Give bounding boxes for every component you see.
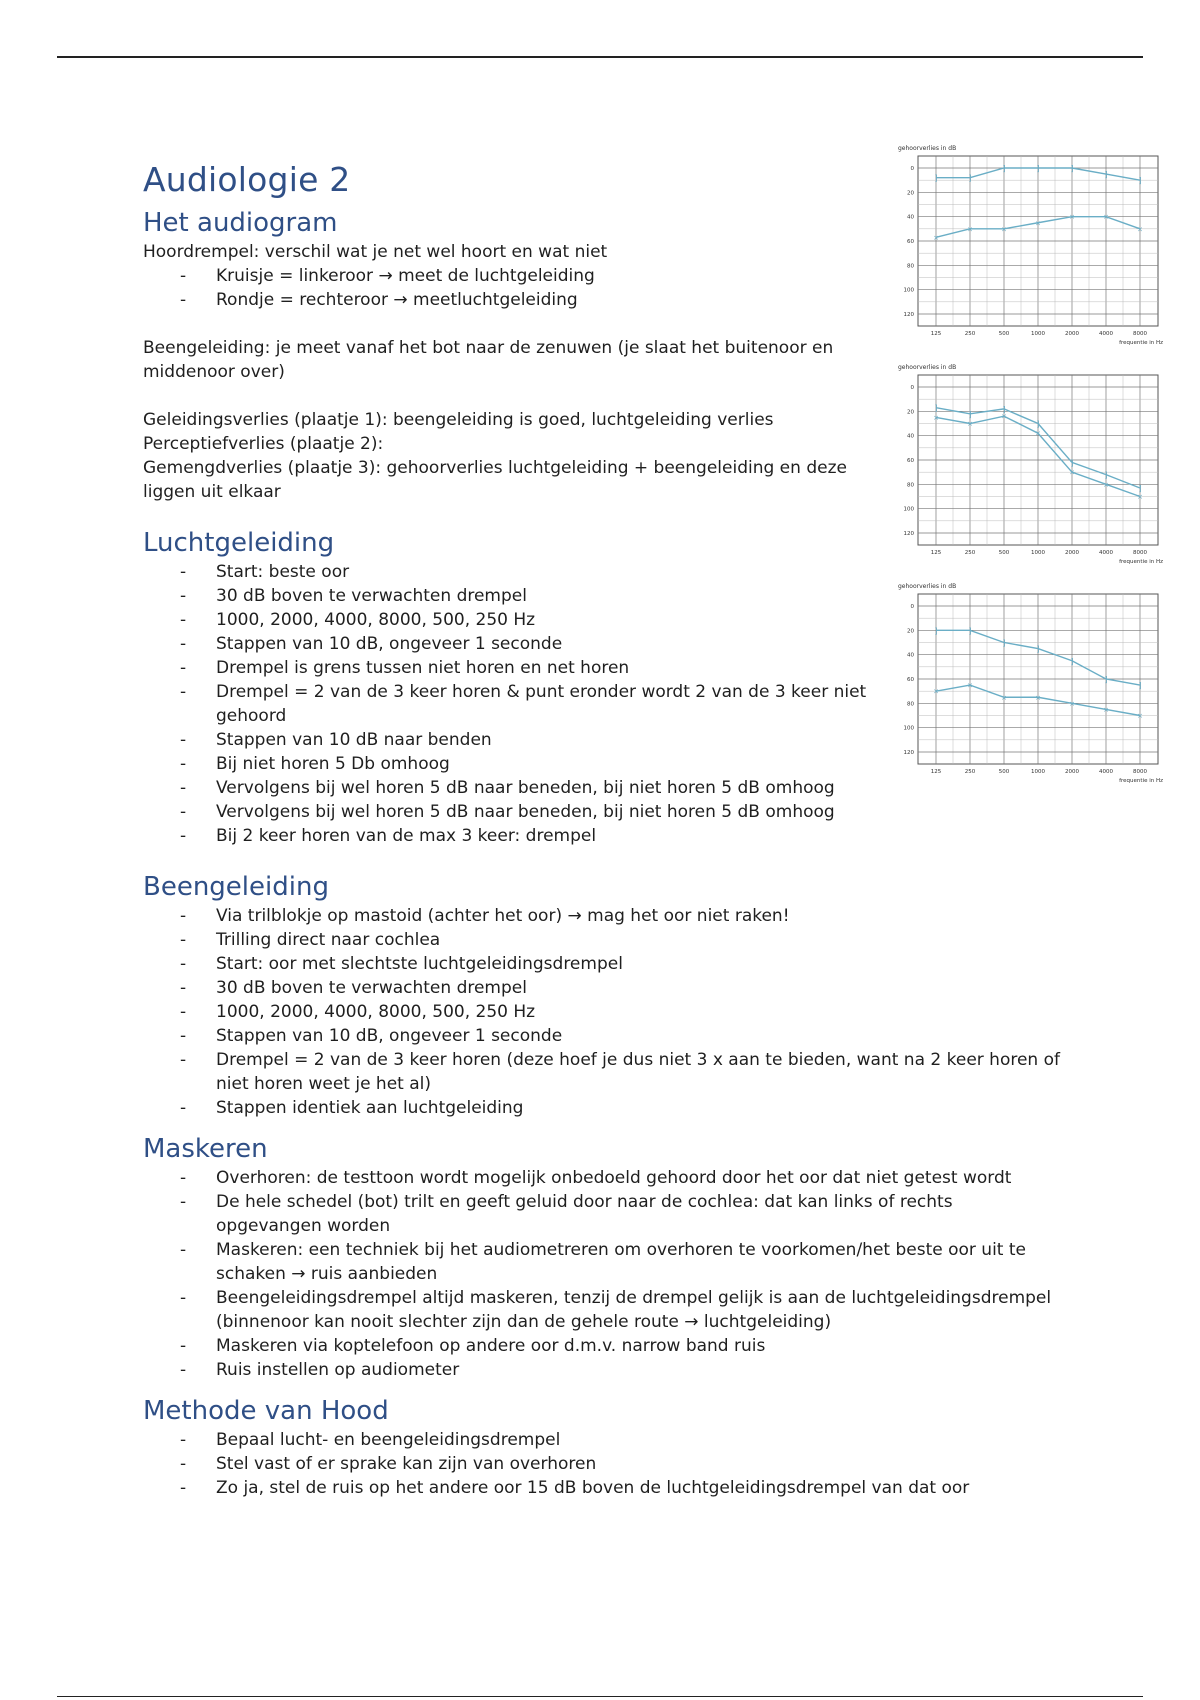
chart-y-tick-label: 120 xyxy=(903,750,914,756)
chart-point-marker: × xyxy=(1001,225,1007,234)
chart-x-tick-label: 4000 xyxy=(1099,769,1113,775)
heading-luchtgeleiding: Luchtgeleiding xyxy=(143,528,335,558)
verlies-line-3: Gemengdverlies (plaatje 3): gehoorverlies luchtgeleiding + beengeleiding en deze liggen uit elkaar xyxy=(143,458,847,502)
chart-ylabel: gehoorverlies in dB xyxy=(898,364,957,371)
heading-beengeleiding: Beengeleiding xyxy=(143,872,329,902)
heading-methode-van-hood: Methode van Hood xyxy=(143,1396,389,1426)
chart-point-marker: ] xyxy=(1070,164,1074,173)
chart-y-tick-label: 60 xyxy=(907,677,914,683)
list-item: - Ruis instellen op audiometer xyxy=(180,1360,460,1380)
chart-y-tick-label: 80 xyxy=(907,482,914,489)
beengeleiding-list xyxy=(143,904,1063,1120)
chart-point-marker: ] xyxy=(1104,170,1108,180)
chart-point-marker: ] xyxy=(934,403,938,413)
chart-xlabel: frequentie in Hz xyxy=(1119,340,1163,346)
list-item: - Start: oor met slechtste luchtgeleidingsdrempel xyxy=(180,954,623,974)
chart-point-marker: ] xyxy=(1002,638,1006,648)
list-item: - Stappen van 10 dB, ongeveer 1 seconde xyxy=(180,634,563,654)
chart-y-tick-label: 20 xyxy=(907,409,914,416)
chart-y-tick-label: 80 xyxy=(907,701,914,708)
chart-point-marker: ] xyxy=(1138,176,1142,186)
chart-point-marker: × xyxy=(1035,219,1041,228)
chart-x-tick-label: 2000 xyxy=(1065,769,1079,775)
list-item: - Bepaal lucht- en beengeleidingsdrempel xyxy=(180,1430,561,1450)
audiogram-charts xyxy=(898,140,1163,797)
audiogram-list xyxy=(143,264,878,312)
chart-xlabel: frequentie in Hz xyxy=(1119,778,1163,784)
chart-y-tick-label: 20 xyxy=(907,628,914,635)
chart-point-marker: ] xyxy=(1104,675,1108,684)
chart-point-marker: × xyxy=(967,681,973,690)
list-item: - 30 dB boven te verwachten drempel xyxy=(180,586,527,606)
chart-y-tick-label: 120 xyxy=(903,312,914,318)
chart-point-marker: × xyxy=(1035,429,1041,438)
chart-x-tick-label: 8000 xyxy=(1133,331,1147,337)
list-item: - 1000, 2000, 4000, 8000, 500, 250 Hz xyxy=(180,610,536,630)
chart-x-tick-label: 250 xyxy=(964,769,976,775)
chart-point-marker: × xyxy=(1103,213,1109,222)
chart-point-marker: × xyxy=(1103,705,1109,714)
audiogram-chart-2 xyxy=(898,359,1163,574)
chart-y-tick-label: 40 xyxy=(907,652,914,659)
luchtgeleiding-list xyxy=(143,560,878,848)
list-item: - Rondje = rechteroor → meetluchtgeleiding xyxy=(180,290,578,310)
chart-point-marker: ] xyxy=(934,626,938,636)
chart-point-marker: ] xyxy=(1070,656,1074,666)
chart-x-tick-label: 2000 xyxy=(1065,550,1079,556)
chart-y-tick-label: 80 xyxy=(907,263,914,270)
verlies-line-1: Geleidingsverlies (plaatje 1): beengeleiding is goed, luchtgeleiding verlies xyxy=(143,410,774,430)
beengeleiding-paragraph: Beengeleiding: je meet vanaf het bot naar de zenuwen (je slaat het buitenoor en middenoor over) xyxy=(143,338,834,382)
chart-x-tick-label: 8000 xyxy=(1133,550,1147,556)
chart-y-tick-label: 100 xyxy=(903,287,914,294)
chart-y-tick-label: 120 xyxy=(903,531,914,537)
chart-y-tick-label: 60 xyxy=(907,239,914,245)
chart-y-tick-label: 100 xyxy=(903,506,914,513)
heading-maskeren: Maskeren xyxy=(143,1134,268,1164)
verlies-line-2: Perceptiefverlies (plaatje 2): xyxy=(143,434,384,454)
chart-point-marker: ] xyxy=(968,409,972,419)
list-item: - Bij niet horen 5 Db omhoog xyxy=(180,754,450,774)
chart-x-tick-label: 250 xyxy=(964,550,976,556)
chart-point-marker: ] xyxy=(1036,419,1040,429)
list-item: - Stappen identiek aan luchtgeleiding xyxy=(180,1098,524,1118)
list-item: - Maskeren: een techniek bij het audiometreren om overhoren te voorkomen/het beste oor uit te schaken → ruis aanbieden xyxy=(180,1240,1026,1284)
list-item: - Stel vast of er sprake kan zijn van overhoren xyxy=(180,1454,597,1474)
audiogram-chart-1 xyxy=(898,140,1163,355)
chart-x-tick-label: 1000 xyxy=(1031,550,1045,556)
chart-x-tick-label: 500 xyxy=(998,331,1010,337)
list-item: - Kruisje = linkeroor → meet de luchtgeleiding xyxy=(180,266,595,286)
bottom-rule xyxy=(57,1696,1143,1697)
chart-point-marker: × xyxy=(967,420,973,428)
list-item: - Drempel = 2 van de 3 keer horen & punt eronder wordt 2 van de 3 keer niet gehoord xyxy=(180,682,867,726)
chart-xlabel: frequentie in Hz xyxy=(1119,559,1163,565)
page-title: Audiologie 2 xyxy=(143,160,351,199)
chart-y-tick-label: 0 xyxy=(910,385,914,391)
chart-point-marker: ] xyxy=(1070,458,1074,468)
list-item: - Via trilblokje op mastoid (achter het oor) → mag het oor niet raken! xyxy=(180,906,790,926)
list-item: - Bij 2 keer horen van de max 3 keer: drempel xyxy=(180,826,597,846)
chart-y-tick-label: 40 xyxy=(907,214,914,221)
list-item: - Beengeleidingsdrempel altijd maskeren, tenzij de drempel gelijk is aan de luchtgeleidingsdrempel (binnenoor kan nooit slechter zijn dan de gehele route → luchtgeleiding) xyxy=(180,1288,1052,1332)
list-item: - Stappen van 10 dB, ongeveer 1 seconde xyxy=(180,1026,563,1046)
chart-point-marker: ] xyxy=(1138,681,1142,691)
list-item: - Vervolgens bij wel horen 5 dB naar beneden, bij niet horen 5 dB omhoog xyxy=(180,778,835,798)
chart-point-marker: × xyxy=(1137,493,1143,501)
list-item: - 1000, 2000, 4000, 8000, 500, 250 Hz xyxy=(180,1002,536,1022)
list-item: - 30 dB boven te verwachten drempel xyxy=(180,978,527,998)
audiogram-chart-3 xyxy=(898,578,1163,793)
chart-y-tick-label: 100 xyxy=(903,725,914,732)
chart-point-marker: ] xyxy=(968,173,972,183)
chart-point-marker: × xyxy=(933,687,939,696)
list-item: - Maskeren via koptelefoon op andere oor d.m.v. narrow band ruis xyxy=(180,1336,766,1356)
chart-x-tick-label: 125 xyxy=(930,769,942,775)
chart-x-tick-label: 4000 xyxy=(1099,550,1113,556)
chart-ylabel: gehoorverlies in dB xyxy=(898,583,957,590)
audiogram-intro: Hoordrempel: verschil wat je net wel hoort en wat niet xyxy=(143,242,608,262)
list-item: - Start: beste oor xyxy=(180,562,350,582)
chart-y-tick-label: 60 xyxy=(907,458,914,464)
chart-x-tick-label: 500 xyxy=(998,550,1010,556)
chart-point-marker: ] xyxy=(968,626,972,636)
chart-point-marker: ] xyxy=(1036,644,1040,654)
chart-point-marker: × xyxy=(1137,225,1143,234)
chart-point-marker: × xyxy=(967,225,973,234)
list-item: - Trilling direct naar cochlea xyxy=(180,930,441,950)
chart-x-tick-label: 500 xyxy=(998,769,1010,775)
chart-point-marker: × xyxy=(933,413,939,422)
chart-y-tick-label: 20 xyxy=(907,190,914,197)
chart-point-marker: × xyxy=(1069,699,1075,708)
list-item: - De hele schedel (bot) trilt en geeft geluid door naar de cochlea: dat kan links of rechts opgevangen worden xyxy=(180,1192,953,1236)
chart-x-tick-label: 125 xyxy=(930,331,942,337)
chart-point-marker: × xyxy=(1137,712,1143,720)
list-item: - Overhoren: de testtoon wordt mogelijk onbedoeld gehoord door het oor dat niet getest wordt xyxy=(180,1168,1012,1188)
chart-point-marker: × xyxy=(933,233,939,242)
chart-point-marker: × xyxy=(1069,213,1075,222)
chart-point-marker: ] xyxy=(1138,483,1142,493)
chart-point-marker: × xyxy=(1001,693,1007,702)
chart-x-tick-label: 1000 xyxy=(1031,769,1045,775)
chart-point-marker: ] xyxy=(1002,164,1006,173)
list-item: - Stappen van 10 dB naar benden xyxy=(180,730,492,750)
chart-x-tick-label: 4000 xyxy=(1099,331,1113,337)
hood-list xyxy=(143,1428,1063,1500)
heading-audiogram: Het audiogram xyxy=(143,208,338,238)
chart-x-tick-label: 2000 xyxy=(1065,331,1079,337)
list-item: - Vervolgens bij wel horen 5 dB naar beneden, bij niet horen 5 dB omhoog xyxy=(180,802,835,822)
chart-y-tick-label: 0 xyxy=(910,604,914,610)
list-item: - Drempel = 2 van de 3 keer horen (deze hoef je dus niet 3 x aan te bieden, want na 2 keer horen of niet horen weet je het al) xyxy=(180,1050,1060,1094)
top-rule xyxy=(57,56,1143,58)
chart-point-marker: × xyxy=(1001,412,1007,421)
list-item: - Drempel is grens tussen niet horen en net horen xyxy=(180,658,630,678)
chart-x-tick-label: 250 xyxy=(964,331,976,337)
chart-point-marker: ] xyxy=(1002,404,1006,414)
chart-x-tick-label: 8000 xyxy=(1133,769,1147,775)
chart-point-marker: ] xyxy=(934,173,938,183)
chart-y-tick-label: 0 xyxy=(910,166,914,172)
chart-point-marker: × xyxy=(1069,468,1075,477)
chart-x-tick-label: 125 xyxy=(930,550,942,556)
chart-y-tick-label: 40 xyxy=(907,433,914,440)
maskeren-list xyxy=(143,1166,1063,1382)
chart-point-marker: × xyxy=(1035,693,1041,702)
list-item: - Zo ja, stel de ruis op het andere oor 15 dB boven de luchtgeleidingsdrempel van dat oor xyxy=(180,1478,970,1498)
chart-point-marker: × xyxy=(1103,480,1109,489)
chart-point-marker: ] xyxy=(1036,164,1040,173)
chart-x-tick-label: 1000 xyxy=(1031,331,1045,337)
chart-point-marker: ] xyxy=(1104,470,1108,480)
chart-ylabel: gehoorverlies in dB xyxy=(898,145,957,152)
